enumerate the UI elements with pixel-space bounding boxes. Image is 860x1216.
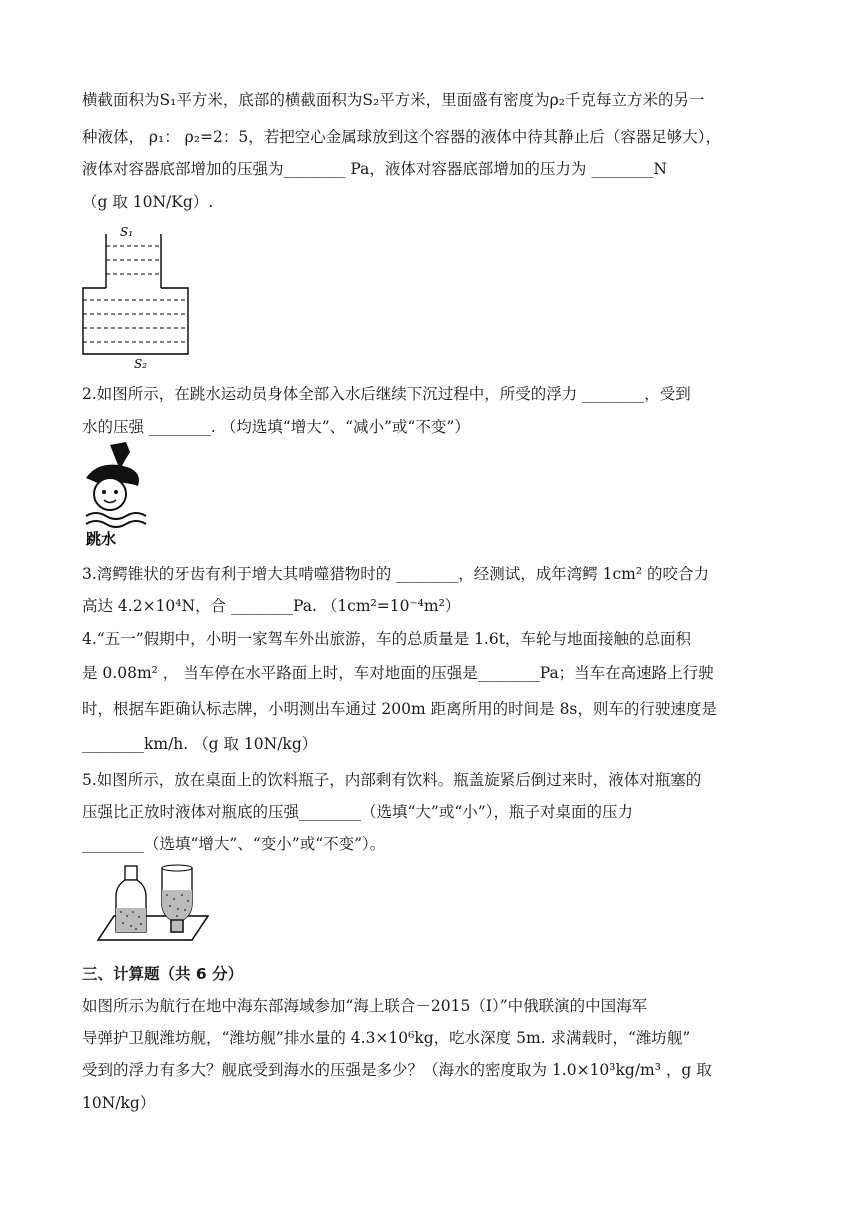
s3-line-3: 受到的浮力有多大？舰底受到海水的压强是多少？（海水的密度取为 1.0×10³kg/m³ ，g 取	[82, 1061, 712, 1079]
q2-line-1: 2.如图所示，在跳水运动员身体全部入水后继续下沉过程中，所受的浮力 ________，受到	[82, 385, 691, 403]
q4-line-4: ________km/h. （g 取 10N/kg）	[82, 735, 318, 753]
q4-line-3: 时，根据车距确认标志牌，小明测出车通过 200m 距离所用的时间是 8s，则车的行驶速度是	[82, 700, 717, 718]
q5-line-3: ________（选填“增大”、“变小”或“不变”）。	[82, 835, 386, 853]
diver-label: 跳水	[86, 530, 117, 548]
q4-line-2: 是 0.08m² ， 当车停在水平路面上时，车对地面的压强是________Pa；当车在高速路上行驶	[82, 664, 714, 682]
q2-line-2: 水的压强 ________. （均选填“增大”、“减小”或“不变”）	[82, 418, 470, 436]
container-figure	[80, 222, 195, 372]
q1-line-3: 液体对容器底部增加的压强为________ Pa，液体对容器底部增加的压力为 ________N	[82, 160, 667, 178]
container-label-top: S₁	[120, 225, 134, 239]
q5-line-2: 压强比正放时液体对瓶底的压强________（选填“大”或“小”），瓶子对桌面的压力	[82, 803, 633, 821]
s3-line-4: 10N/kg）	[82, 1094, 156, 1112]
q4-line-1: 4.“五一”假期中，小明一家驾车外出旅游，车的总质量是 1.6t，车轮与地面接触的总面积	[82, 630, 691, 648]
container-label-bottom: S₂	[134, 357, 148, 371]
diver-figure	[80, 440, 155, 552]
q5-line-1: 5.如图所示，放在桌面上的饮料瓶子，内部剩有饮料。瓶盖旋紧后倒过来时，液体对瓶塞的	[82, 771, 702, 789]
q3-line-1: 3.湾鳄锥状的牙齿有利于增大其啃噬猎物时的 ________，经测试，成年湾鳄 1cm² 的咬合力	[82, 565, 710, 583]
s3-line-2: 导弹护卫舰潍坊舰，“潍坊舰”排水量的 4.3×10⁶kg，吃水深度 5m. 求满载时，“潍坊舰”	[82, 1029, 691, 1047]
q1-line-4: （g 取 10N/Kg）.	[82, 193, 214, 211]
s3-line-1: 如图所示为航行在地中海东部海域参加“海上联合－2015（Ⅰ）”中俄联演的中国海军	[82, 997, 648, 1015]
q3-line-2: 高达 4.2×10⁴N，合 ________Pa. （1cm²=10⁻⁴m²）	[82, 597, 461, 615]
bottles-figure	[92, 860, 222, 946]
q1-line-1: 横截面积为S₁平方米，底部的横截面积为S₂平方米，里面盛有密度为ρ₂千克每立方米的另一	[82, 91, 705, 109]
section-heading: 三、计算题（共 6 分）	[82, 965, 244, 983]
q1-line-2: 种液体， ρ₁： ρ₂=2：5，若把空心金属球放到这个容器的液体中待其静止后（容器足够大），	[82, 128, 721, 146]
